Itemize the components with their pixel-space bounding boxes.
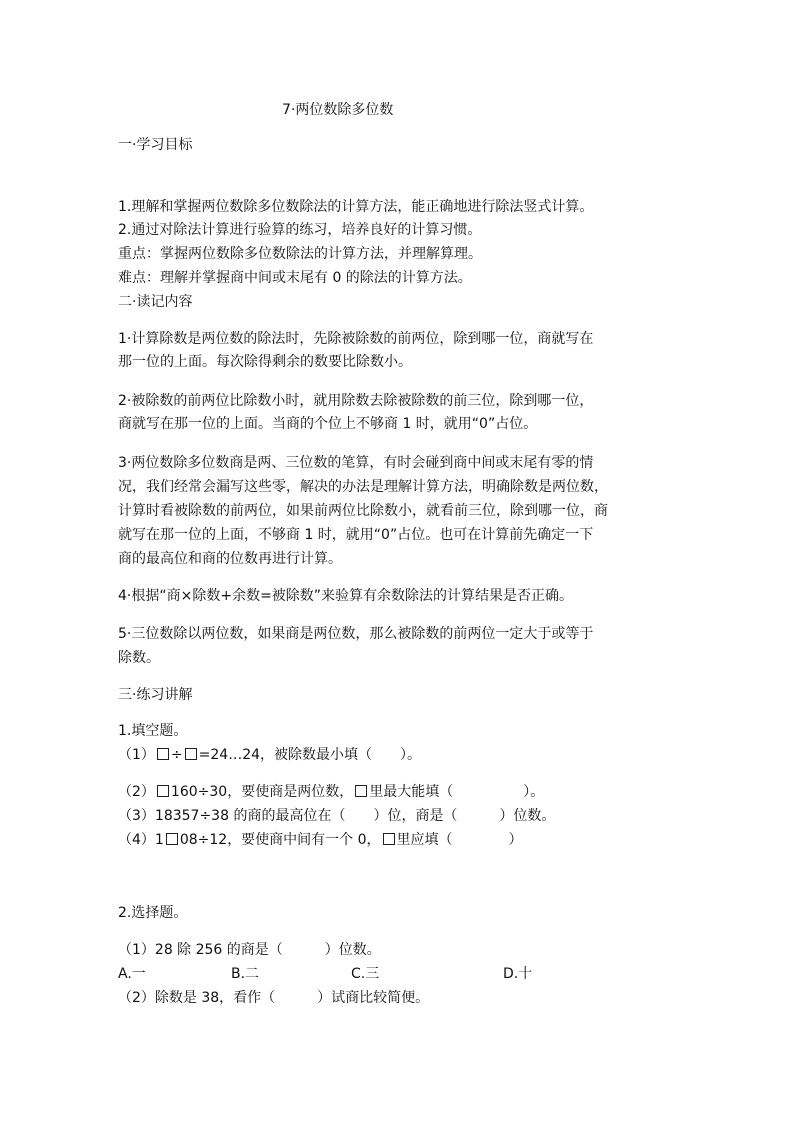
blank-box[interactable] [185, 748, 197, 760]
q2-item-1: （1）28 除 256 的商是（ ）位数。 [118, 942, 381, 958]
section-heading-goals: 一·学习目标 [118, 137, 193, 153]
section-heading-content: 二·读记内容 [118, 294, 193, 310]
option-c[interactable]: C.三 [351, 966, 380, 982]
blank-box[interactable] [383, 833, 395, 845]
option-a[interactable]: A.一 [118, 966, 146, 982]
q1-title: 1.填空题。 [118, 723, 188, 739]
blank-box[interactable] [157, 748, 169, 760]
q2-title: 2.选择题。 [118, 905, 188, 921]
section-heading-practice: 三·练习讲解 [118, 687, 193, 703]
q1-item-2: （2） 160÷30，要使商是两位数， 里最大能填（ ）。 [118, 784, 545, 800]
blank-box[interactable] [166, 833, 178, 845]
content-item-3-line-4: 就写在那一位的上面，不够商 1 时，就用“0”占位。也可在计算前先确定一下 [118, 527, 594, 543]
key-point: 重点：掌握两位数除多位数除法的计算方法，并理解算理。 [118, 246, 482, 262]
q1-item-3: （3）18357÷38 的商的最高位在（ ）位，商是（ ）位数。 [118, 808, 556, 824]
q2-item-2: （2）除数是 38，看作（ ）试商比较简便。 [118, 990, 430, 1006]
content-item-1-line-2: 那一位的上面。每次除得剩余的数要比除数小。 [118, 354, 412, 370]
difficult-point: 难点：理解并掌握商中间或末尾有 0 的除法的计算方法。 [118, 270, 472, 286]
option-b[interactable]: B.二 [231, 966, 260, 982]
goal-item-1: 1.理解和掌握两位数除多位数除法的计算方法，能正确地进行除法竖式计算。 [118, 199, 594, 215]
goal-item-2: 2.通过对除法计算进行验算的练习，培养良好的计算习惯。 [118, 222, 482, 238]
content-item-2-line-2: 商就写在那一位的上面。当商的个位上不够商 1 时，就用“0”占位。 [118, 416, 538, 432]
content-item-4: 4·根据“商×除数+余数=被除数”来验算有余数除法的计算结果是否正确。 [118, 588, 574, 604]
content-item-3-line-3: 计算时看被除数的前两位，如果前两位比除数小，就看前三位，除到哪一位，商 [118, 503, 608, 519]
content-item-1-line-1: 1·计算除数是两位数的除法时，先除被除数的前两位，除到哪一位，商就写在 [118, 331, 594, 347]
q1-item-4: （4）1 08÷12，要使商中间有一个 0， 里应填（ ） [118, 832, 523, 848]
option-d[interactable]: D.十 [503, 966, 533, 982]
content-item-2-line-1: 2·被除数的前两位比除数小时，就用除数去除被除数的前三位，除到哪一位， [118, 393, 594, 409]
q1-item-1: （1） ÷ =24…24，被除数最小填（ ）。 [118, 747, 422, 763]
content-item-5-line-1: 5·三位数除以两位数，如果商是两位数，那么被除数的前两位一定大于或等于 [118, 626, 594, 642]
blank-box[interactable] [355, 785, 367, 797]
content-item-5-line-2: 除数。 [118, 650, 160, 666]
content-item-3-line-2: 况，我们经常会漏写这些零，解决的办法是理解计算方法，明确除数是两位数， [118, 479, 608, 495]
content-item-3-line-1: 3·两位数除多位数商是两、三位数的笔算，有时会碰到商中间或末尾有零的情 [118, 455, 594, 471]
content-item-3-line-5: 商的最高位和商的位数再进行计算。 [118, 551, 342, 567]
page-title: 7·两位数除多位数 [282, 102, 394, 118]
blank-box[interactable] [157, 785, 169, 797]
